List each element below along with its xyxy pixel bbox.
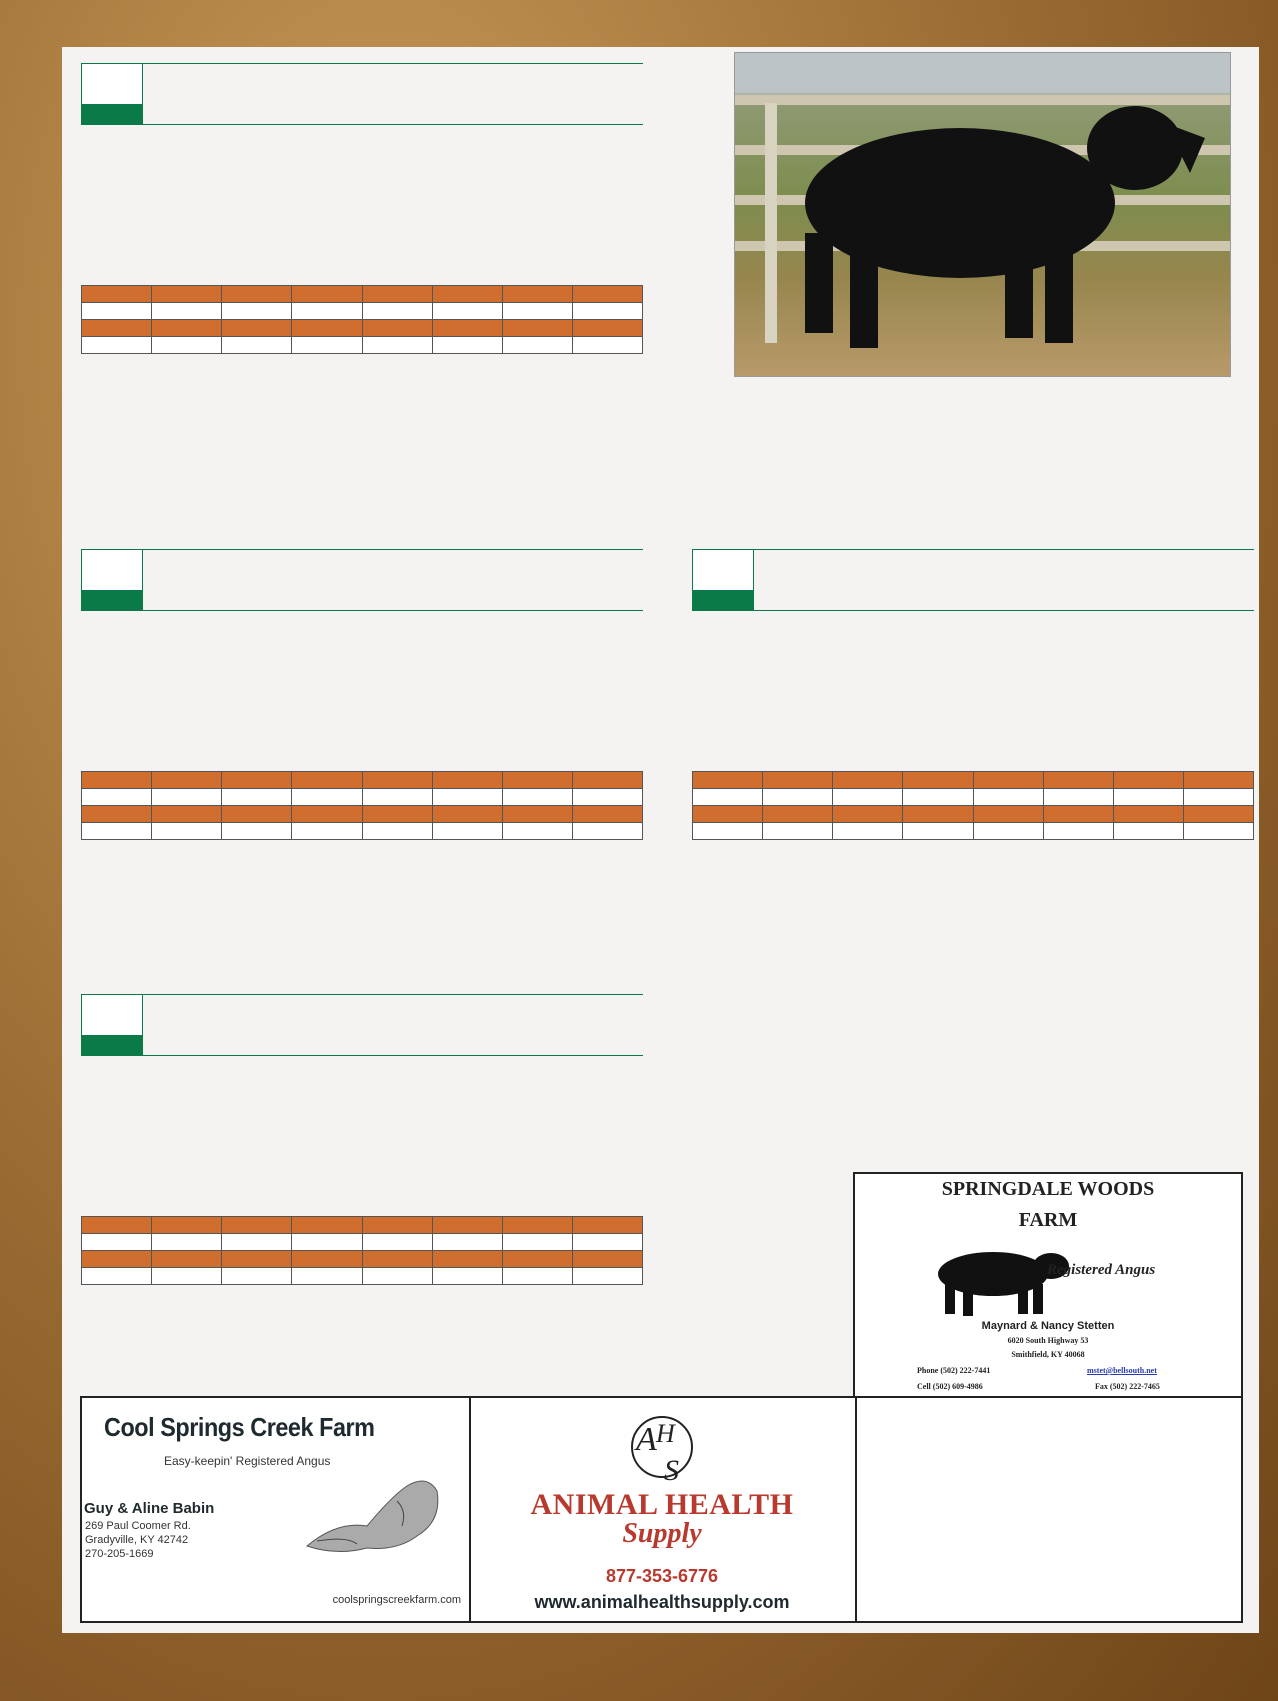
ahs-monogram-icon: [622, 1402, 702, 1497]
cattle-photo: [734, 52, 1231, 377]
lot-box-stripe: [82, 590, 142, 610]
cool-springs-ad: [82, 1398, 471, 1621]
header-rule-top: [754, 549, 1254, 550]
lot-box-stripe: [82, 1035, 142, 1055]
epd-header-row: [82, 1217, 643, 1234]
ahs-website[interactable]: www.animalhealthsupply.com: [534, 1592, 790, 1612]
coolsprings-phone: 270-205-1669: [85, 1548, 154, 1560]
epd-table: [692, 771, 1254, 840]
lot-box-stripe: [82, 104, 142, 124]
coolsprings-owners: Guy & Aline Babin: [84, 1500, 215, 1517]
epd-value-row: [82, 1234, 643, 1251]
epd-value-row: [693, 823, 1254, 840]
epd-header-row: [82, 1251, 643, 1268]
epd-value-row: [82, 1268, 643, 1285]
epd-header-row: [693, 772, 1254, 789]
springdale-owners: Maynard & Nancy Stetten: [981, 1320, 1115, 1332]
springdale-cell: Cell (502) 609-4986: [917, 1382, 983, 1391]
coolsprings-address-2: Gradyville, KY 42742: [85, 1534, 189, 1546]
lot-section-2: [81, 549, 643, 849]
header-rule-top: [143, 549, 643, 550]
lot-number-box: [692, 549, 754, 611]
coolsprings-title: Cool Springs Creek Farm: [104, 1412, 375, 1442]
lot-section-1: [81, 63, 643, 363]
epd-header-row: [82, 772, 643, 789]
ahs-phone: 877-353-6776: [605, 1566, 719, 1586]
springdale-title-1: SPRINGDALE WOODS: [941, 1178, 1155, 1200]
svg-text:S: S: [664, 1454, 679, 1487]
epd-header-row: [82, 286, 643, 303]
header-rule-bottom: [143, 610, 643, 611]
epd-value-row: [82, 823, 643, 840]
cattle-sketch-icon: [297, 1466, 447, 1561]
lot-box-stripe: [693, 590, 753, 610]
epd-value-row: [82, 303, 643, 320]
springdale-fax: Fax (502) 222-7465: [1095, 1382, 1160, 1391]
coolsprings-address-1: 269 Paul Coomer Rd.: [85, 1520, 191, 1532]
epd-table: [81, 285, 643, 354]
springdale-phone: Phone (502) 222-7441: [917, 1366, 991, 1375]
epd-table: [81, 1216, 643, 1285]
header-rule-top: [143, 63, 643, 64]
header-rule-bottom: [143, 124, 643, 125]
epd-header-row: [82, 320, 643, 337]
coolsprings-tagline: Easy-keepin' Registered Angus: [164, 1454, 331, 1468]
bottom-ad-strip: [80, 1396, 1243, 1623]
ahs-name: ANIMAL HEALTH: [530, 1488, 794, 1521]
springdale-title-2: FARM: [1018, 1209, 1078, 1231]
epd-header-row: [693, 806, 1254, 823]
lot-section-4: [81, 994, 643, 1294]
cow-silhouette: [735, 53, 1230, 376]
header-rule-top: [143, 994, 643, 995]
springdale-address-1: 6020 South Highway 53: [1007, 1336, 1089, 1345]
lot-number-box: [81, 63, 143, 125]
epd-value-row: [693, 789, 1254, 806]
coolsprings-website[interactable]: coolspringscreekfarm.com: [332, 1594, 461, 1606]
lot-number-box: [81, 994, 143, 1056]
epd-table: [81, 771, 643, 840]
header-rule-bottom: [143, 1055, 643, 1056]
bull-logo-icon: [923, 1244, 1073, 1319]
animal-health-supply-ad: [469, 1398, 857, 1621]
springdale-woods-ad: [853, 1172, 1243, 1398]
epd-header-row: [82, 806, 643, 823]
springdale-address-2: Smithfield, KY 40068: [1011, 1350, 1085, 1359]
springdale-email[interactable]: mstet@bellsouth.net: [1087, 1366, 1157, 1375]
svg-text:A: A: [636, 1421, 657, 1458]
empty-ad-slot: [855, 1398, 1241, 1621]
epd-value-row: [82, 337, 643, 354]
header-rule-bottom: [754, 610, 1254, 611]
lot-section-3: [692, 549, 1254, 849]
epd-value-row: [82, 789, 643, 806]
lot-number-box: [81, 549, 143, 611]
svg-text:H: H: [656, 1419, 675, 1448]
springdale-tagline: Registered Angus: [1047, 1262, 1156, 1278]
ahs-supply: Supply: [622, 1518, 702, 1549]
